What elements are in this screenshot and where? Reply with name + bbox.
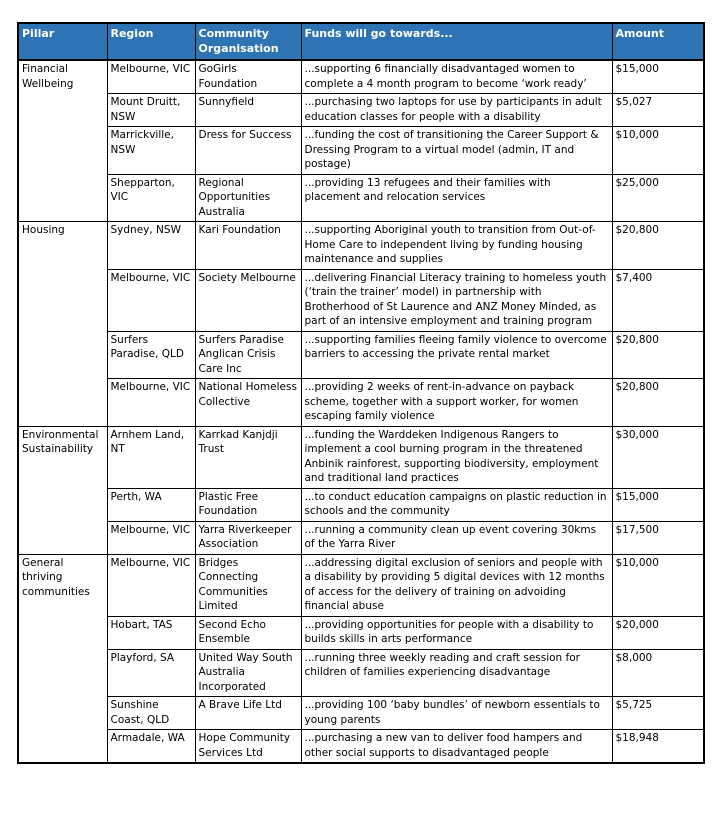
organisation-cell: National Homeless Collective xyxy=(195,379,301,427)
organisation-cell: Karrkad Kanjdji Trust xyxy=(195,426,301,488)
table-row xyxy=(18,60,704,94)
organisation-cell: Dress for Success xyxy=(195,127,301,175)
organisation-cell: Hope Community Services Ltd xyxy=(195,730,301,764)
region-cell: Mount Druitt, NSW xyxy=(107,94,195,127)
organisation-cell: Second Echo Ensemble xyxy=(195,616,301,649)
table-row xyxy=(18,649,704,697)
region-cell: Sydney, NSW xyxy=(107,222,195,270)
organisation-cell: Society Melbourne xyxy=(195,269,301,331)
header-row xyxy=(18,23,704,60)
amount-cell: $18,948 xyxy=(612,730,704,764)
table-row xyxy=(18,730,704,764)
region-cell: Arnhem Land, NT xyxy=(107,426,195,488)
region-cell: Melbourne, VIC xyxy=(107,379,195,427)
column-header-pillar: Pillar xyxy=(18,23,107,60)
table-row xyxy=(18,488,704,521)
table-row xyxy=(18,426,704,488)
table-row xyxy=(18,269,704,331)
funds-cell: ...supporting Aboriginal youth to transition from Out-of-Home Care to independent living by funding housing maintenance and supplies xyxy=(301,222,612,270)
amount-cell: $10,000 xyxy=(612,554,704,616)
organisation-cell: Kari Foundation xyxy=(195,222,301,270)
region-cell: Playford, SA xyxy=(107,649,195,697)
funds-cell: ...funding the cost of transitioning the Career Support & Dressing Program to a virtual model (admin, IT and postage) xyxy=(301,127,612,175)
amount-cell: $15,000 xyxy=(612,488,704,521)
region-cell: Perth, WA xyxy=(107,488,195,521)
funds-cell: ...running three weekly reading and craft session for children of families experiencing disadvantage xyxy=(301,649,612,697)
table-row xyxy=(18,222,704,270)
column-header-funds-will-go-towards: Funds will go towards... xyxy=(301,23,612,60)
pillar-cell: Environmental Sustainability xyxy=(18,426,107,554)
region-cell: Shepparton, VIC xyxy=(107,174,195,222)
table-row xyxy=(18,521,704,554)
region-cell: Armadale, WA xyxy=(107,730,195,764)
funds-cell: ...funding the Warddeken Indigenous Rangers to implement a cool burning program in the threatened Anbinik rainforest, supporting biodiversity, employment and traditional land practices xyxy=(301,426,612,488)
funds-cell: ...delivering Financial Literacy training to homeless youth (‘train the trainer’ model) in partnership with Brotherhood of St Laurence and ANZ Money Minded, as part of an intensive employment and training program xyxy=(301,269,612,331)
organisation-cell: Plastic Free Foundation xyxy=(195,488,301,521)
column-header-community-organisation: Community Organisation xyxy=(195,23,301,60)
amount-cell: $5,725 xyxy=(612,697,704,730)
funds-cell: ...providing opportunities for people with a disability to builds skills in arts performance xyxy=(301,616,612,649)
organisation-cell: Bridges Connecting Communities Limited xyxy=(195,554,301,616)
table-row xyxy=(18,127,704,175)
organisation-cell: Sunnyfield xyxy=(195,94,301,127)
table-header xyxy=(18,23,704,60)
organisation-cell: United Way South Australia Incorporated xyxy=(195,649,301,697)
funds-cell: ...supporting 6 financially disadvantaged women to complete a 4 month program to become ‘work ready’ xyxy=(301,60,612,94)
column-header-region: Region xyxy=(107,23,195,60)
table-row xyxy=(18,331,704,379)
organisation-cell: A Brave Life Ltd xyxy=(195,697,301,730)
region-cell: Melbourne, VIC xyxy=(107,521,195,554)
funds-cell: ...purchasing two laptops for use by participants in adult education classes for people with a disability xyxy=(301,94,612,127)
amount-cell: $20,000 xyxy=(612,616,704,649)
table-row xyxy=(18,554,704,616)
pillar-cell: Housing xyxy=(18,222,107,427)
community-grants-table xyxy=(17,22,705,764)
amount-cell: $20,800 xyxy=(612,331,704,379)
amount-cell: $10,000 xyxy=(612,127,704,175)
column-header-amount: Amount xyxy=(612,23,704,60)
amount-cell: $25,000 xyxy=(612,174,704,222)
amount-cell: $20,800 xyxy=(612,222,704,270)
pillar-cell: General thriving communities xyxy=(18,554,107,763)
region-cell: Melbourne, VIC xyxy=(107,269,195,331)
funds-cell: ...to conduct education campaigns on plastic reduction in schools and the community xyxy=(301,488,612,521)
amount-cell: $7,400 xyxy=(612,269,704,331)
organisation-cell: GoGirls Foundation xyxy=(195,60,301,94)
organisation-cell: Surfers Paradise Anglican Crisis Care Inc xyxy=(195,331,301,379)
table-row xyxy=(18,94,704,127)
pillar-cell: Financial Wellbeing xyxy=(18,60,107,222)
region-cell: Surfers Paradise, QLD xyxy=(107,331,195,379)
funds-cell: ...providing 2 weeks of rent-in-advance on payback scheme, together with a support worker, for women escaping family violence xyxy=(301,379,612,427)
funds-cell: ...providing 100 ‘baby bundles’ of newborn essentials to young parents xyxy=(301,697,612,730)
table-row xyxy=(18,616,704,649)
organisation-cell: Yarra Riverkeeper Association xyxy=(195,521,301,554)
table-row xyxy=(18,174,704,222)
amount-cell: $30,000 xyxy=(612,426,704,488)
funds-cell: ...running a community clean up event covering 30kms of the Yarra River xyxy=(301,521,612,554)
funds-cell: ...providing 13 refugees and their families with placement and relocation services xyxy=(301,174,612,222)
table-row xyxy=(18,379,704,427)
amount-cell: $8,000 xyxy=(612,649,704,697)
table-body xyxy=(18,60,704,763)
table-row xyxy=(18,697,704,730)
amount-cell: $17,500 xyxy=(612,521,704,554)
region-cell: Melbourne, VIC xyxy=(107,60,195,94)
funds-cell: ...purchasing a new van to deliver food hampers and other social supports to disadvantaged people xyxy=(301,730,612,764)
region-cell: Sunshine Coast, QLD xyxy=(107,697,195,730)
amount-cell: $15,000 xyxy=(612,60,704,94)
region-cell: Hobart, TAS xyxy=(107,616,195,649)
funds-cell: ...supporting families fleeing family violence to overcome barriers to accessing the private rental market xyxy=(301,331,612,379)
funds-cell: ...addressing digital exclusion of seniors and people with a disability by providing 5 digital devices with 12 months of access for the delivery of training on advoiding financial abuse xyxy=(301,554,612,616)
amount-cell: $5,027 xyxy=(612,94,704,127)
amount-cell: $20,800 xyxy=(612,379,704,427)
organisation-cell: Regional Opportunities Australia xyxy=(195,174,301,222)
region-cell: Melbourne, VIC xyxy=(107,554,195,616)
region-cell: Marrickville, NSW xyxy=(107,127,195,175)
